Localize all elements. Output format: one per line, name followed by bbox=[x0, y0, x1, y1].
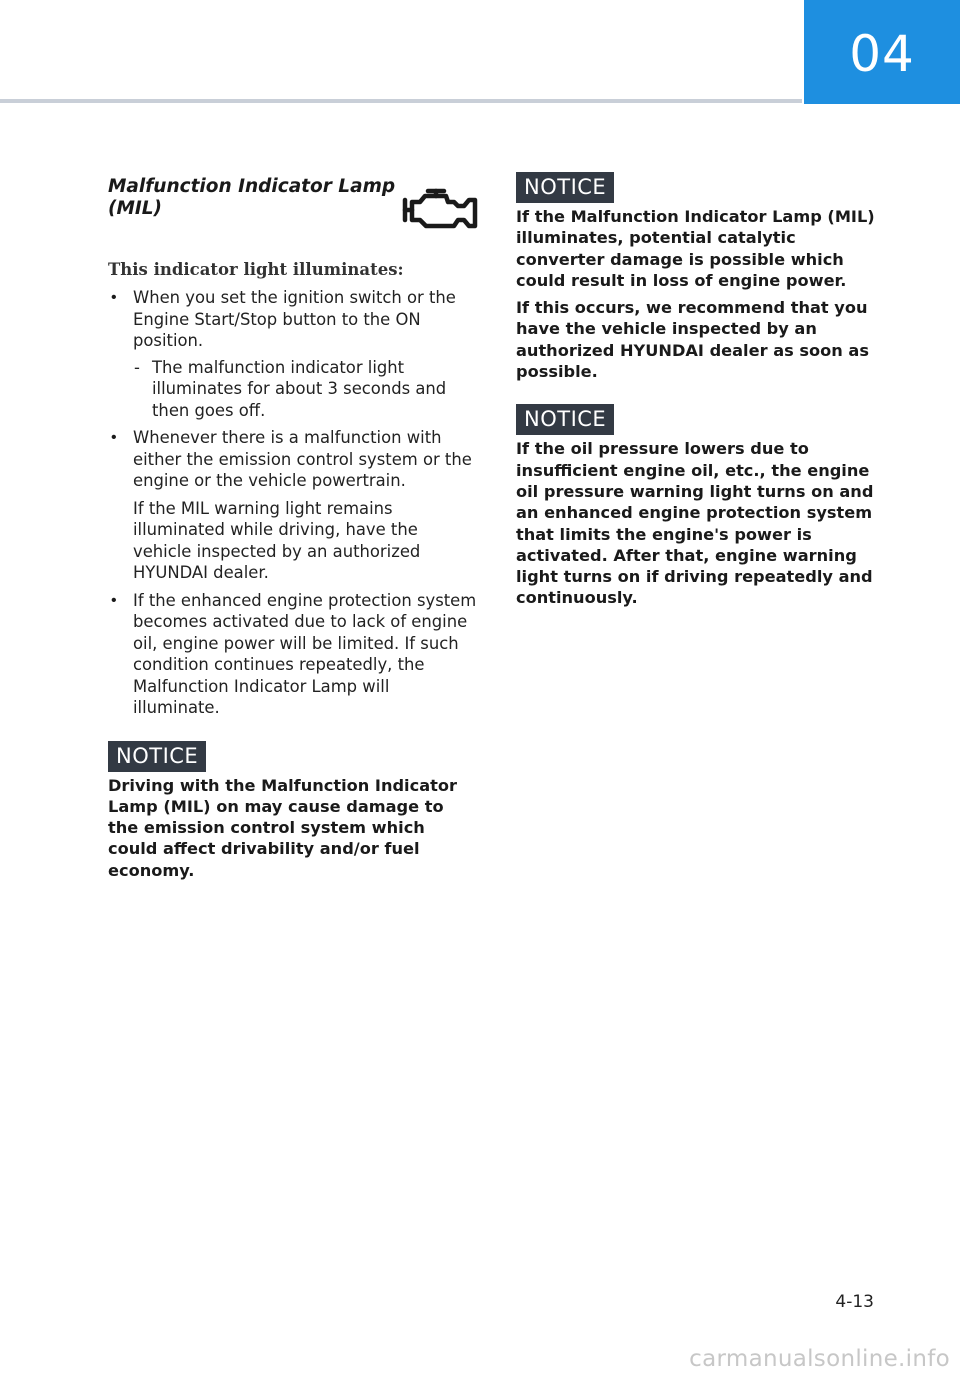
header-rule bbox=[0, 99, 802, 103]
list-item-text: Whenever there is a malfunction with either the emission control system or the engine or the vehicle powertrain. bbox=[133, 428, 472, 490]
notice-paragraph: If the Malfunction Indicator Lamp (MIL) illuminates, potential catalytic converter damage is possible which could result in loss of engine power. bbox=[516, 207, 875, 290]
notice-block bbox=[516, 172, 876, 382]
left-column bbox=[108, 172, 478, 881]
bullet-icon: • bbox=[111, 591, 117, 609]
list-sub-item-text: The malfunction indicator light illuminates for about 3 seconds and then goes off. bbox=[152, 357, 447, 420]
section-title: Malfunction Indicator Lamp (MIL) bbox=[108, 176, 396, 219]
notice-text: Driving with the Malfunction Indicator Lamp (MIL) on may cause damage to the emission control system which could affect drivability and/or fuel economy. bbox=[108, 775, 457, 880]
list-item-paragraph: If the MIL warning light remains illuminated while driving, have the vehicle inspected by an authorized HYUNDAI dealer. bbox=[133, 498, 421, 582]
notice-badge: NOTICE bbox=[516, 172, 614, 203]
list-item-text: If the enhanced engine protection system becomes activated due to lack of engine oil, engine power will be limited. If such condition continues repeatedly, the Malfunction Indicator Lamp will illuminate. bbox=[133, 590, 477, 717]
indicator-list bbox=[108, 287, 478, 719]
bullet-icon: • bbox=[111, 289, 117, 306]
right-column bbox=[516, 172, 876, 609]
notice-block bbox=[108, 741, 478, 881]
notice-badge: NOTICE bbox=[516, 404, 614, 435]
watermark: carmanualsonline.info bbox=[689, 1346, 950, 1372]
notice-paragraph: If this occurs, we recommend that you have the vehicle inspected by an authorized HYUNDAI dealer as soon as possible. bbox=[516, 298, 869, 382]
notice-block bbox=[516, 404, 876, 608]
list-item-text: When you set the ignition switch or the Engine Start/Stop button to the ON position. bbox=[133, 288, 456, 350]
list-item bbox=[108, 590, 478, 719]
notice-text bbox=[516, 206, 876, 382]
chapter-tab: 04 bbox=[804, 0, 960, 104]
notice-text: If the oil pressure lowers due to insufficient engine oil, etc., the engine oil pressure warning light turns on and an enhanced engine protection system that limits the engine's power is activated. After that, engine warning light turns on if driving repeatedly and continuously. bbox=[516, 439, 874, 608]
bullet-icon: • bbox=[111, 429, 117, 446]
list-item bbox=[108, 287, 478, 421]
list-item bbox=[108, 427, 478, 584]
engine-check-icon bbox=[402, 186, 478, 232]
page-number: 4-13 bbox=[835, 1292, 874, 1312]
notice-badge: NOTICE bbox=[108, 741, 206, 772]
dash-icon: - bbox=[134, 357, 140, 377]
list-sub-item bbox=[133, 357, 478, 422]
intro-text: This indicator light illuminates: bbox=[108, 260, 404, 279]
